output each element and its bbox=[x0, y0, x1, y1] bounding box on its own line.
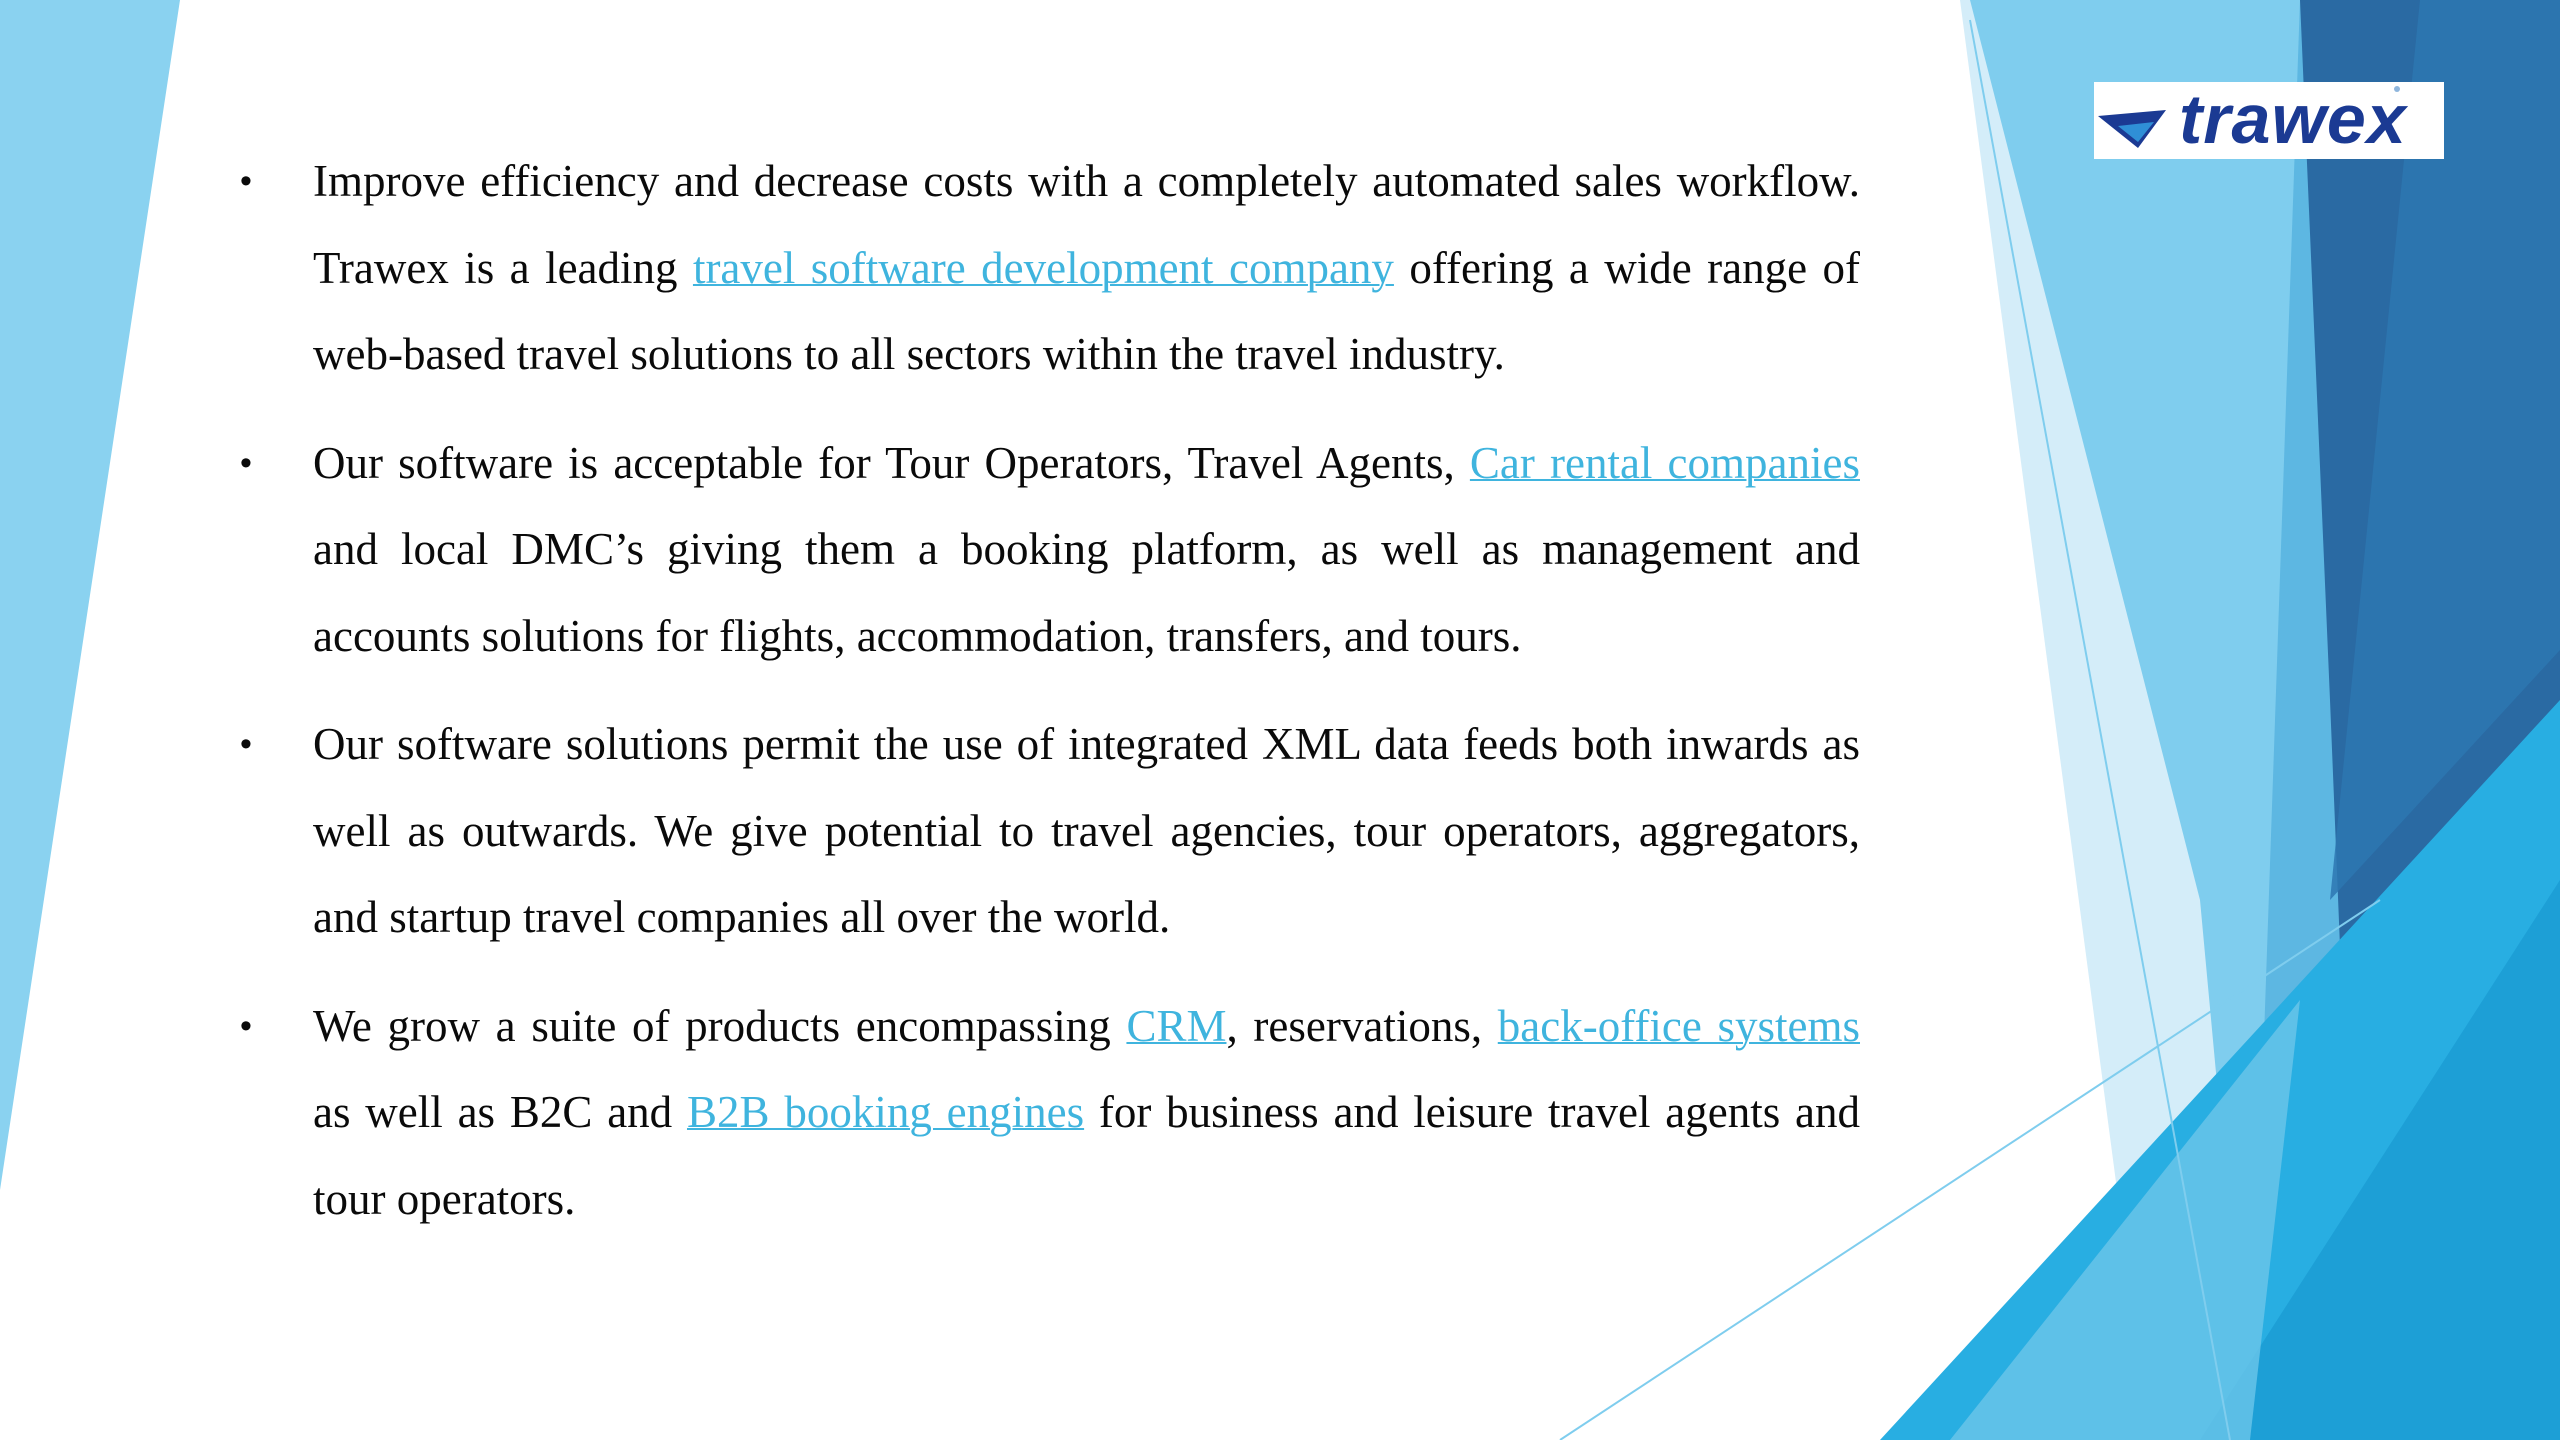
link-crm[interactable]: CRM bbox=[1126, 1000, 1227, 1051]
bullet-item-4: • We grow a suite of products encompassing CRM, reservations, back-office systems as well as B2C and B2B booking engines for business and leisure travel agents and tour operators. bbox=[240, 983, 1860, 1243]
left-light-blue-band bbox=[0, 0, 180, 1190]
bullet-dot-icon: • bbox=[240, 443, 252, 482]
logo-wordmark: trawex bbox=[2179, 80, 2407, 158]
link-b2b-booking-engines[interactable]: B2B booking engines bbox=[686, 1087, 1085, 1137]
link-car-rental-companies[interactable]: Car rental companies bbox=[1469, 437, 1860, 488]
bullet-item-2: • Our software is acceptable for Tour Operators, Travel Agents, Car rental companies and local DMC’s giving them a booking platform, as well as management and accounts solutions for flights, accommodation, transfers, and tours. bbox=[240, 420, 1860, 680]
link-travel-software-development-company[interactable]: travel software development company bbox=[692, 242, 1394, 293]
bullet-dot-icon: • bbox=[240, 725, 252, 763]
link-back-office-systems[interactable]: back-office systems bbox=[1497, 1000, 1860, 1051]
bullet-dot-icon: • bbox=[240, 1006, 252, 1045]
slide-body bbox=[240, 138, 1860, 1264]
bullet-item-3: • Our software solutions permit the use of integrated XML data feeds both inwards as well as outwards. We give potential to travel agencies, tour operators, aggregators, and startup travel companies all over the world. bbox=[240, 701, 1860, 961]
trawex-logo[interactable] bbox=[2094, 82, 2444, 159]
bullet-dot-icon: • bbox=[240, 162, 252, 200]
bullet-item-1: • Improve efficiency and decrease costs with a completely automated sales workflow. Trawex is a leading travel software development company offering a wide range of web-based travel solutions to all sectors within the travel industry. bbox=[240, 138, 1860, 398]
